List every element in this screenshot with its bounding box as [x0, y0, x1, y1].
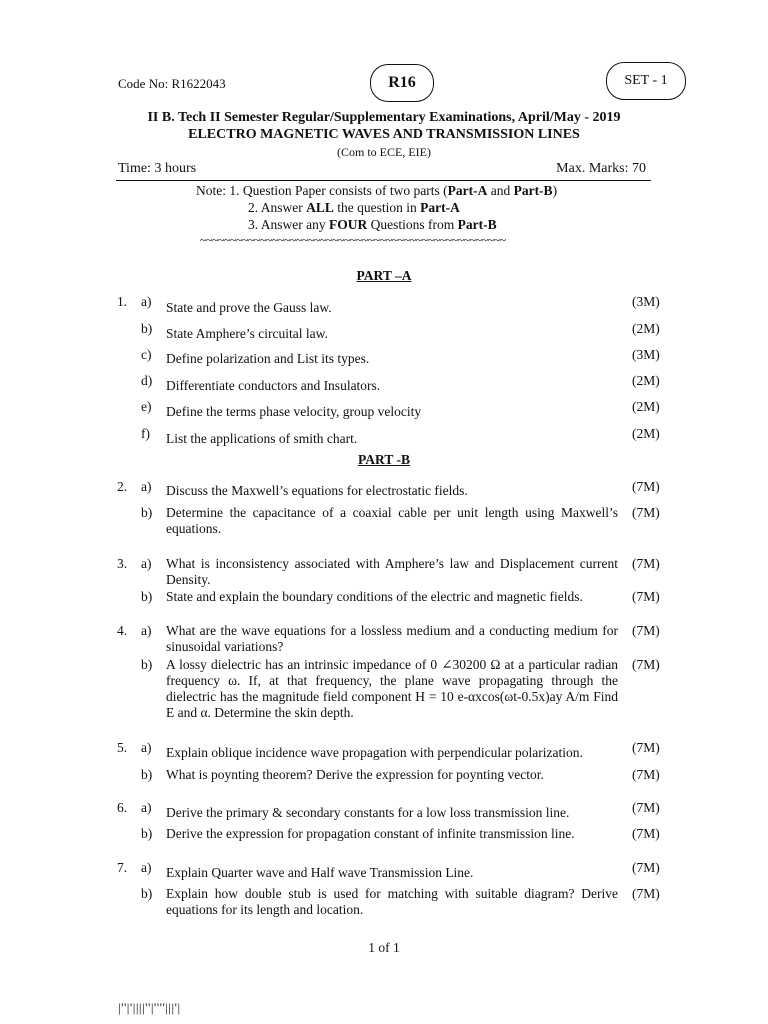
- question-number: 3.: [117, 556, 128, 571]
- question-marks: (7M): [632, 740, 660, 755]
- note-text: 3. Answer any: [248, 217, 329, 232]
- note-bold: Part-B: [457, 217, 497, 232]
- question-text: Determine the capacitance of a coaxial cable per unit length using Maxwell’s equations.: [166, 505, 618, 536]
- question-text: What are the wave equations for a lossless medium and a conducting medium for sinusoidal variations?: [166, 623, 618, 654]
- question-number: 5.: [117, 740, 128, 755]
- question-marks: (3M): [632, 347, 660, 362]
- question-text: Derive the primary & secondary constants for a low loss transmission line.: [166, 805, 570, 820]
- subject-title: ELECTRO MAGNETIC WAVES AND TRANSMISSION LINES: [188, 127, 580, 142]
- question-marks: (2M): [632, 426, 660, 441]
- question-number: 1.: [117, 294, 128, 309]
- max-marks: Max. Marks: 70: [556, 161, 646, 176]
- note-bold: Part-A: [420, 200, 460, 215]
- question-text: Explain oblique incidence wave propagation with perpendicular polarization.: [166, 745, 583, 760]
- exam-title: II B. Tech II Semester Regular/Supplementary Examinations, April/May - 2019: [147, 110, 621, 125]
- part-b-title: PART -B: [358, 452, 410, 467]
- note-text: Questions from: [367, 217, 458, 232]
- subquestion-letter: a): [141, 556, 152, 571]
- note-line-1: [196, 182, 557, 199]
- question-marks: (7M): [632, 623, 660, 638]
- note-text: Note: 1. Question Paper consists of two parts (: [196, 183, 448, 198]
- regulation-badge: R16: [370, 64, 434, 102]
- question-marks: (7M): [632, 860, 660, 875]
- question-marks: (7M): [632, 800, 660, 815]
- question-text: Explain Quarter wave and Half wave Transmission Line.: [166, 865, 474, 880]
- subquestion-letter: a): [141, 623, 152, 638]
- note-bold: ALL: [306, 200, 334, 215]
- question-text: Derive the expression for propagation constant of infinite transmission line.: [166, 826, 575, 841]
- note-line-2: [196, 199, 557, 216]
- question-marks: (7M): [632, 657, 660, 672]
- part-a-title: PART –A: [356, 268, 412, 283]
- subquestion-letter: a): [141, 294, 152, 309]
- question-number: 6.: [117, 800, 128, 815]
- note-bold: FOUR: [329, 217, 368, 232]
- note-text: ): [552, 183, 558, 198]
- subquestion-letter: e): [141, 399, 152, 414]
- question-text: A lossy dielectric has an intrinsic impedance of 0 ∠30200 Ω at a particular radian frequency ω. If, at that frequency, the plane wave propagating through the dielectric has the magnitude field component H = 10 e-αxcos(ωt-0.5x)ay A/m Find E and α. Determine the skin depth.: [166, 657, 618, 720]
- note-line-3: [196, 216, 557, 233]
- page-number: 1 of 1: [368, 940, 400, 955]
- question-number: 2.: [117, 479, 128, 494]
- question-marks: (7M): [632, 826, 660, 841]
- question-text: Explain how double stub is used for matching with suitable diagram? Derive equations for its length and location.: [166, 886, 618, 917]
- question-text: Discuss the Maxwell’s equations for electrostatic fields.: [166, 483, 468, 498]
- note-text: the question in: [333, 200, 421, 215]
- set-badge: SET - 1: [606, 62, 686, 100]
- subquestion-letter: b): [141, 886, 153, 901]
- question-text: List the applications of smith chart.: [166, 431, 358, 446]
- question-text: State Amphere’s circuital law.: [166, 326, 328, 341]
- question-marks: (7M): [632, 505, 660, 520]
- question-marks: (7M): [632, 556, 660, 571]
- barcode: |''|'||||''|''''|||'|: [118, 1000, 181, 1015]
- subquestion-letter: b): [141, 767, 153, 782]
- question-text: State and explain the boundary conditions of the electric and magnetic fields.: [166, 589, 583, 604]
- question-text: What is poynting theorem? Derive the expression for poynting vector.: [166, 767, 544, 782]
- subquestion-letter: c): [141, 347, 152, 362]
- question-text: State and prove the Gauss law.: [166, 300, 332, 315]
- question-marks: (3M): [632, 294, 660, 309]
- subquestion-letter: d): [141, 373, 153, 388]
- question-marks: (2M): [632, 399, 660, 414]
- subquestion-letter: b): [141, 589, 153, 604]
- question-number: 7.: [117, 860, 128, 875]
- question-marks: (7M): [632, 479, 660, 494]
- question-number: 4.: [117, 623, 128, 638]
- question-text: Define the terms phase velocity, group velocity: [166, 404, 422, 419]
- subquestion-letter: f): [141, 426, 150, 441]
- code-number: Code No: R1622043: [118, 76, 226, 91]
- question-marks: (7M): [632, 589, 660, 604]
- question-text: What is inconsistency associated with Amphere’s law and Displacement current Density.: [166, 556, 618, 587]
- note-text: and: [487, 183, 514, 198]
- subquestion-letter: b): [141, 505, 153, 520]
- subquestion-letter: b): [141, 321, 153, 336]
- question-text: Differentiate conductors and Insulators.: [166, 378, 381, 393]
- subquestion-letter: a): [141, 479, 152, 494]
- subquestion-letter: b): [141, 657, 153, 672]
- subquestion-letter: a): [141, 740, 152, 755]
- question-marks: (2M): [632, 373, 660, 388]
- instructions: [196, 182, 557, 233]
- question-text: Define polarization and List its types.: [166, 351, 370, 366]
- subquestion-letter: a): [141, 800, 152, 815]
- branches: (Com to ECE, EIE): [337, 145, 431, 159]
- time-allowed: Time: 3 hours: [118, 161, 197, 176]
- note-bold: Part-B: [513, 183, 553, 198]
- header-divider: [116, 180, 651, 181]
- separator: ~~~~~~~~~~~~~~~~~~~~~~~~~~~~~~~~~~~~~~~~~~~~~~~~~~~: [200, 233, 506, 247]
- subquestion-letter: a): [141, 860, 152, 875]
- question-marks: (2M): [632, 321, 660, 336]
- note-bold: Part-A: [447, 183, 488, 198]
- question-marks: (7M): [632, 767, 660, 782]
- subquestion-letter: b): [141, 826, 153, 841]
- note-text: 2. Answer: [248, 200, 307, 215]
- question-marks: (7M): [632, 886, 660, 901]
